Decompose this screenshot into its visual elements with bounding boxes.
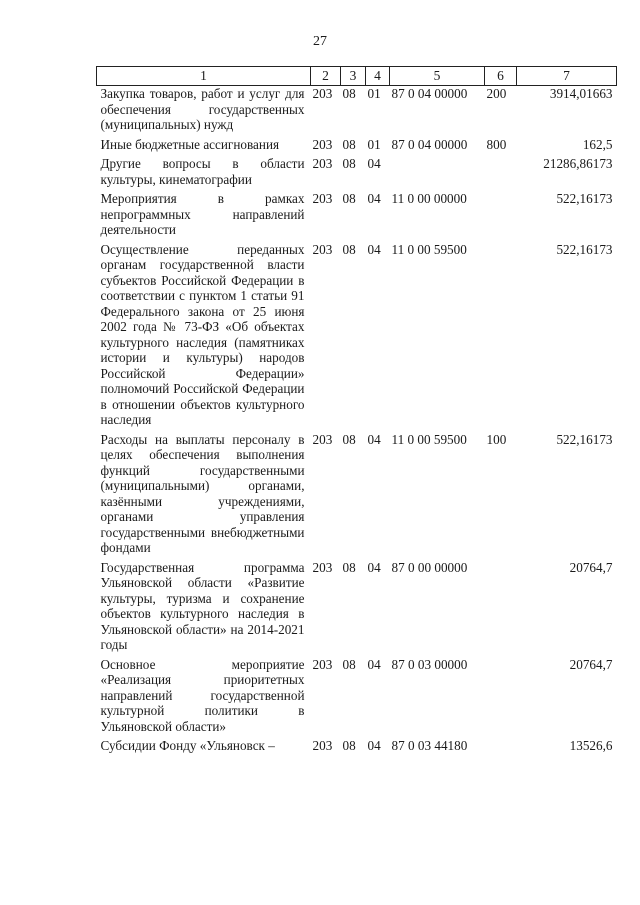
row-code-6: 100 — [486, 431, 507, 447]
header-col-4: 4 — [366, 67, 390, 86]
row-code-4: 04 — [367, 559, 381, 575]
row-code-4: 04 — [367, 431, 381, 447]
row-code-6 — [485, 657, 517, 739]
row-code-4: 04 — [367, 156, 381, 171]
table-row — [97, 86, 617, 137]
row-code-4: 04 — [367, 191, 381, 206]
row-code-5: 87 0 00 00000 — [391, 559, 468, 575]
table-row — [97, 156, 617, 191]
row-name: Мероприятия в рамках непрограммных направлений деятельности — [100, 191, 305, 237]
row-code-3: 08 — [342, 656, 356, 672]
row-name: Субсидии Фонду «Ульяновск – — [100, 738, 275, 753]
row-code-6 — [485, 242, 517, 432]
row-code-2: 203 — [312, 738, 333, 753]
row-name: Основное мероприятие «Реализация приоритетных направлений государственной культурной политики в Ульяновской области» — [100, 656, 305, 734]
row-name: Государственная программа Ульяновской области «Развитие культуры, туризма и сохранение объектов культурного наследия в Ульяновской области» на 2014-2021 годы — [100, 559, 305, 652]
row-code-6 — [485, 738, 517, 758]
row-name: Расходы на выплаты персоналу в целях обеспечения выполнения функций государственными (муниципальными) органами, казёнными учреждениями, органами управления государственными внебюджетными фондами — [100, 431, 305, 555]
table-row — [97, 137, 617, 157]
header-col-3: 3 — [341, 67, 366, 86]
row-sum: 20764,7 — [569, 656, 613, 672]
row-code-6 — [485, 191, 517, 242]
row-name: Другие вопросы в области культуры, кинематографии — [100, 156, 305, 187]
table-row — [97, 191, 617, 242]
row-code-3: 08 — [342, 241, 356, 257]
row-code-4: 04 — [367, 656, 381, 672]
row-code-6 — [485, 560, 517, 657]
row-code-2: 203 — [312, 86, 333, 101]
row-code-3: 08 — [342, 191, 356, 206]
row-sum: 21286,86173 — [543, 156, 613, 171]
row-code-2: 203 — [312, 136, 333, 152]
row-sum: 3914,01663 — [549, 86, 613, 101]
table-row — [97, 738, 617, 758]
row-sum: 20764,7 — [569, 559, 613, 575]
row-code-5: 11 0 00 59500 — [391, 431, 467, 447]
header-col-1: 1 — [97, 67, 311, 86]
row-code-4: 04 — [367, 738, 381, 753]
row-code-3: 08 — [342, 431, 356, 447]
header-col-5: 5 — [390, 67, 485, 86]
row-sum: 162,5 — [582, 136, 613, 152]
row-code-5: 11 0 00 59500 — [391, 241, 467, 257]
row-code-5: 87 0 03 00000 — [391, 656, 468, 672]
row-code-5: 87 0 03 44180 — [391, 738, 468, 753]
row-sum: 522,16173 — [556, 241, 613, 257]
row-code-5: 11 0 00 00000 — [391, 191, 467, 206]
row-name: Осуществление переданных органам государственной власти субъектов Российской Федерации в соответствии с пунктом 1 статьи 91 Федерального закона от 25 июня 2002 года № 73-ФЗ «Об объектах культурного наследия (памятниках истории и культуры) народов Российской Федерации» полномочий Российской Федерации в отношении объектов культурного наследия — [100, 241, 305, 427]
table-row — [97, 657, 617, 739]
row-code-6: 200 — [486, 86, 507, 101]
table-body — [97, 86, 617, 758]
row-code-6 — [485, 156, 517, 191]
row-code-2: 203 — [312, 559, 333, 575]
row-sum: 522,16173 — [556, 191, 613, 206]
row-sum: 522,16173 — [556, 431, 613, 447]
row-name: Закупка товаров, работ и услуг для обеспечения государственных (муниципальных) нужд — [100, 86, 305, 132]
row-code-5 — [390, 156, 485, 191]
table-row — [97, 560, 617, 657]
row-code-4: 01 — [367, 136, 381, 152]
header-row — [97, 67, 617, 86]
row-code-3: 08 — [342, 156, 356, 171]
row-code-6: 800 — [486, 136, 507, 152]
table-row — [97, 242, 617, 432]
header-col-2: 2 — [311, 67, 341, 86]
row-code-2: 203 — [312, 431, 333, 447]
row-name: Иные бюджетные ассигнования — [100, 136, 280, 152]
row-code-2: 203 — [312, 191, 333, 206]
page-number: 27 — [313, 34, 327, 49]
row-code-3: 08 — [342, 559, 356, 575]
header-col-6: 6 — [485, 67, 517, 86]
row-code-5: 87 0 04 00000 — [391, 136, 468, 152]
row-code-2: 203 — [312, 156, 333, 171]
row-code-4: 04 — [367, 241, 381, 257]
row-sum: 13526,6 — [569, 738, 613, 753]
row-code-3: 08 — [342, 86, 356, 101]
header-col-7: 7 — [517, 67, 617, 86]
row-code-5: 87 0 04 00000 — [391, 86, 468, 101]
budget-table — [96, 66, 617, 758]
table-row — [97, 432, 617, 560]
row-code-3: 08 — [342, 136, 356, 152]
row-code-3: 08 — [342, 738, 356, 753]
row-code-4: 01 — [367, 86, 381, 101]
row-code-2: 203 — [312, 241, 333, 257]
table-header — [97, 67, 617, 86]
row-code-2: 203 — [312, 656, 333, 672]
